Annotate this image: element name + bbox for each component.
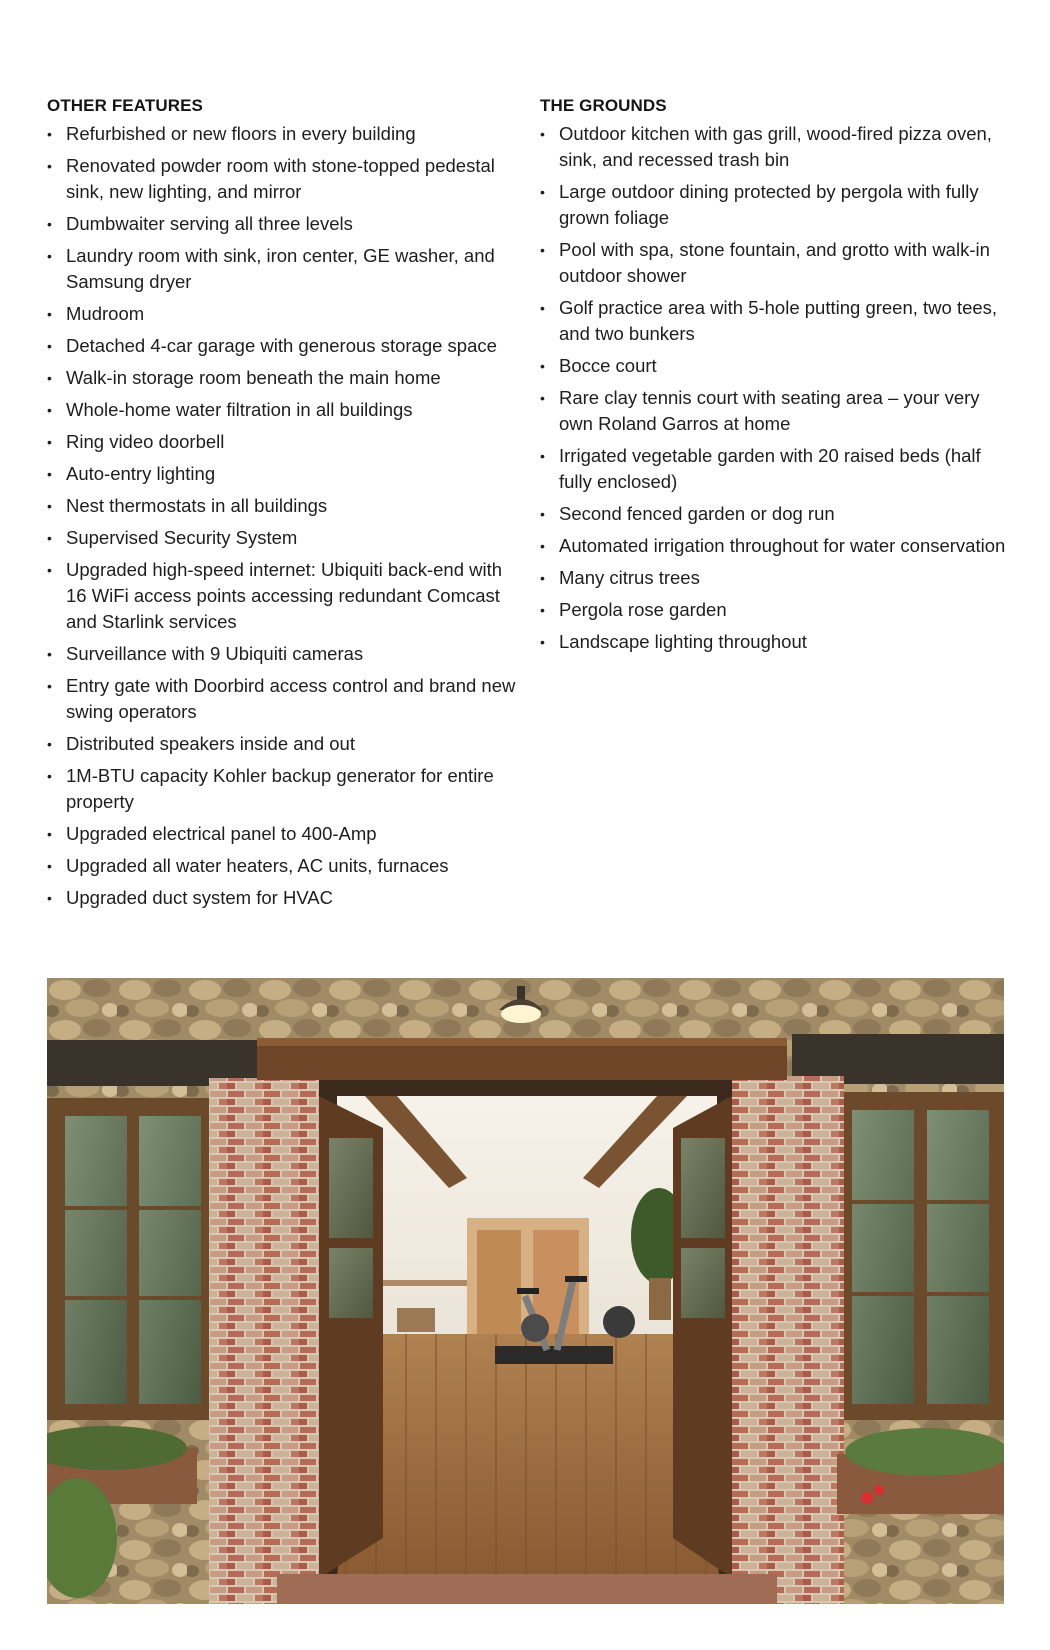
grounds-list: [540, 121, 1015, 655]
list-item: • Second fenced garden or dog run: [540, 501, 1015, 527]
list-item: • Golf practice area with 5-hole putting green, two tees, and two bunkers: [540, 295, 1015, 347]
section-heading: THE GROUNDS: [540, 96, 667, 115]
list-item: • Distributed speakers inside and out: [47, 731, 517, 757]
list-item: • Surveillance with 9 Ubiquiti cameras: [47, 641, 517, 667]
photo-illustration: [47, 978, 1004, 1604]
list-item: • Irrigated vegetable garden with 20 raised beds (half fully enclosed): [540, 443, 1015, 495]
section-heading: OTHER FEATURES: [47, 96, 203, 115]
list-item: • Renovated powder room with stone-topped pedestal sink, new lighting, and mirror: [47, 153, 517, 205]
list-item: • Refurbished or new floors in every building: [47, 121, 517, 147]
list-item: • Bocce court: [540, 353, 1015, 379]
feature-list: [47, 121, 517, 911]
list-item: • 1M-BTU capacity Kohler backup generator for entire property: [47, 763, 517, 815]
list-item: • Upgraded high-speed internet: Ubiquiti back-end with 16 WiFi access points accessing redundant Comcast and Starlink services: [47, 557, 517, 635]
list-item: • Ring video doorbell: [47, 429, 517, 455]
list-item: • Auto-entry lighting: [47, 461, 517, 487]
home-gym-entrance-photo: [47, 978, 1004, 1604]
list-item: • Entry gate with Doorbird access control and brand new swing operators: [47, 673, 517, 725]
list-item: • Walk-in storage room beneath the main home: [47, 365, 517, 391]
list-item: • Many citrus trees: [540, 565, 1015, 591]
list-item: • Whole-home water filtration in all buildings: [47, 397, 517, 423]
list-item: • Supervised Security System: [47, 525, 517, 551]
list-item: • Rare clay tennis court with seating area – your very own Roland Garros at home: [540, 385, 1015, 437]
list-item: • Upgraded all water heaters, AC units, furnaces: [47, 853, 517, 879]
list-item: • Large outdoor dining protected by pergola with fully grown foliage: [540, 179, 1015, 231]
list-item: • Automated irrigation throughout for water conservation: [540, 533, 1015, 559]
list-item: • Outdoor kitchen with gas grill, wood-fired pizza oven, sink, and recessed trash bin: [540, 121, 1015, 173]
list-item: • Laundry room with sink, iron center, GE washer, and Samsung dryer: [47, 243, 517, 295]
list-item: • Upgraded electrical panel to 400-Amp: [47, 821, 517, 847]
list-item: • Nest thermostats in all buildings: [47, 493, 517, 519]
list-item: • Upgraded duct system for HVAC: [47, 885, 517, 911]
other-features-section: [47, 96, 517, 917]
list-item: • Detached 4-car garage with generous storage space: [47, 333, 517, 359]
list-item: • Mudroom: [47, 301, 517, 327]
list-item: • Dumbwaiter serving all three levels: [47, 211, 517, 237]
list-item: • Landscape lighting throughout: [540, 629, 1015, 655]
list-item: • Pool with spa, stone fountain, and grotto with walk-in outdoor shower: [540, 237, 1015, 289]
list-item: • Pergola rose garden: [540, 597, 1015, 623]
the-grounds-section: [540, 96, 1015, 661]
